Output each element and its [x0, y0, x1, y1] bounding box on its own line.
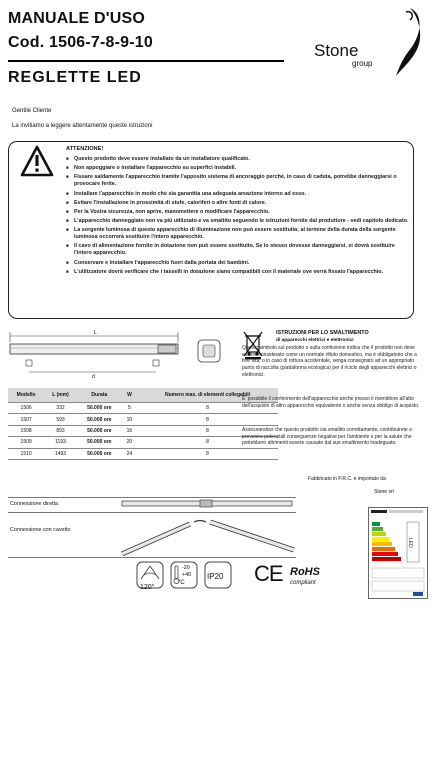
energy-label-led: LED — [407, 538, 413, 548]
table-cell: 1493 — [44, 448, 77, 459]
warning-item: ■ Non appoggiare o installare l'apparecchio su superfici instabili. — [66, 165, 412, 172]
models-header-cell: W — [122, 388, 137, 403]
manufacturer-line2: Stone srl — [374, 489, 394, 495]
table-cell: 332 — [44, 403, 77, 414]
title-line1: MANUALE D'USO — [8, 10, 146, 27]
table-row — [8, 403, 278, 414]
table-cell: 50.000 ore — [77, 437, 122, 448]
greeting: Gentile Cliente — [12, 108, 52, 114]
table-cell: 1510 — [8, 448, 44, 459]
subtitle: REGLETTE LED — [8, 69, 142, 86]
table-cell: 50.000 ore — [77, 403, 122, 414]
warning-heading: ATTENZIONE! — [66, 146, 104, 152]
table-row — [8, 448, 278, 459]
stone-group-logo — [310, 6, 430, 78]
models-header-cell: Modello — [8, 388, 44, 403]
models-header-cell: Durata — [77, 388, 122, 403]
invite-text: La invitiamo a leggere attentamente queste istruzioni — [12, 123, 153, 129]
dimension-depth-label: d — [92, 374, 95, 380]
temp-unit: °C — [178, 580, 185, 586]
warning-item: ■ Il cavo di alimentazione fornito in dotazione non può essere sostituito. Se lo stesso dovesse danneggiarsi, si dovrà sostituire l'intero apparecchio. — [66, 243, 412, 257]
connection-cable-label: Connessione con cavetto — [10, 527, 71, 533]
connection-direct-label: Connessione diretta — [10, 501, 58, 507]
table-cell: 8 — [137, 448, 278, 459]
table-cell: 16 — [122, 425, 137, 436]
table-cell: 8 — [137, 437, 278, 448]
warning-item: ■ La sorgente luminosa di questo apparecchio di illuminazione non può essere sostituita; al termine della durata della sorgente luminosa occorrerà sostituire l'intero apparecchio. — [66, 227, 412, 241]
table-row — [8, 425, 278, 436]
warning-item: ■ Installare l'apparecchio in modo che sia garantita una adeguata areazione intorno ad esso. — [66, 191, 412, 198]
models-table — [8, 388, 278, 460]
manufacturer-line1: Fabbricato in P.R.C. e importato da — [308, 476, 386, 482]
table-cell: 10 — [122, 414, 137, 425]
disposal-paragraph-3: Assicurandovi che questo prodotto sia smaltito correttamente, contribuirete a prevenire potenziali conseguenze negative per l'ambiente e per la salute che potrebbero altrimenti essere causate dal suo smaltimento inadeguato. — [242, 427, 412, 447]
brand-sub: group — [352, 59, 373, 68]
warning-item: ■ Conservare e installare l'apparecchio fuori dalla portata dei bambini. — [66, 260, 412, 267]
table-cell: 1193 — [44, 437, 77, 448]
warning-item: ■ Evitare l'installazione in prossimità di stufe, caloriferi o altre fonti di calore. — [66, 200, 412, 207]
temp-high: +40 — [182, 572, 192, 578]
table-cell: 24 — [122, 448, 137, 459]
table-cell: 1509 — [8, 437, 44, 448]
beam-angle-value: 120° — [140, 584, 155, 591]
table-cell: 893 — [44, 425, 77, 436]
table-cell: 1507 — [8, 414, 44, 425]
table-cell: 50.000 ore — [77, 448, 122, 459]
models-table-header — [8, 388, 278, 403]
models-header-cell: Numero max. di elementi collegabili — [137, 388, 278, 403]
table-row — [8, 437, 278, 448]
warning-item: ■ L'utilizzatore dovrà verificare che i tasselli in dotazione siano compatibili con il materiale ove verrà fissato l'apparecchio. — [66, 269, 412, 276]
table-cell: 5 — [122, 403, 137, 414]
table-cell: 8 — [137, 414, 278, 425]
models-header-cell: L (mm) — [44, 388, 77, 403]
direct-connection-diagram — [120, 497, 296, 511]
ce-mark: CE — [254, 561, 283, 586]
table-cell: 50.000 ore — [77, 414, 122, 425]
brand-name: Stone — [314, 41, 359, 60]
dimension-length-label: L — [94, 330, 97, 336]
table-cell: 8 — [137, 425, 278, 436]
table-cell: 8 — [137, 403, 278, 414]
connections-bottom-rule — [8, 557, 296, 558]
header-rule — [8, 60, 284, 62]
warning-item: ■ L'apparecchio danneggiato non va più utilizzato e va smaltito seguendo le istruzioni fornite dal produttore - vedi capitolo dedicato. — [66, 218, 412, 225]
warning-item: ■ Fissare saldamente l'apparecchio tramite l'apposito sistema di ancoraggio perché, in caso di caduta, potrebbe danneggiarsi o provocare ferite. — [66, 174, 412, 188]
table-cell: 1508 — [8, 425, 44, 436]
table-cell: 1506 — [8, 403, 44, 414]
warning-triangle-icon — [20, 145, 54, 177]
table-cell: 50.000 ore — [77, 425, 122, 436]
title-line2: Cod. 1506-7-8-9-10 — [8, 34, 153, 51]
table-cell: 20 — [122, 437, 137, 448]
temp-low: -20 — [182, 565, 190, 571]
warning-item: ■ Questo prodotto deve essere installato da un installatore qualificato. — [66, 156, 412, 163]
ip-rating-value: IP20 — [207, 572, 224, 581]
rohs-mark: RoHS — [290, 566, 320, 578]
energy-label — [368, 507, 428, 599]
table-row — [8, 414, 278, 425]
disposal-subheading: di apparecchi elettrici e elettronici — [276, 338, 354, 343]
warning-list — [66, 156, 412, 278]
warning-item: ■ Per la Vostra sicurezza, non aprire, manomettere o modificare l'apparecchio. — [66, 209, 412, 216]
product-dimension-diagram — [8, 328, 230, 382]
disposal-heading: ISTRUZIONI PER LO SMALTIMENTO — [276, 330, 369, 336]
disposal-paragraph-2: E' possibile il conferimento dell'apparecchio anche presso il rivenditore all'atto dell'acquisto di altro apparecchio equivalente o anche senza obbligo di acquisto. — [242, 396, 420, 409]
table-cell: 593 — [44, 414, 77, 425]
rohs-compliant: compliant — [290, 580, 316, 586]
disposal-paragraph-1: Questo simbolo sul prodotto o sulla confezione indica che il prodotto non deve essere considerato come un normale rifiuto domestico, ma è obbligatorio che a fine vita, o in caso di rottura accidentale, venga consegnato ad un appropriato punto di raccolta (piattaforma ecologica) per il riciclo degli apparecchi elettrici o elettronici. — [242, 345, 417, 378]
cable-connection-diagram — [118, 512, 298, 556]
